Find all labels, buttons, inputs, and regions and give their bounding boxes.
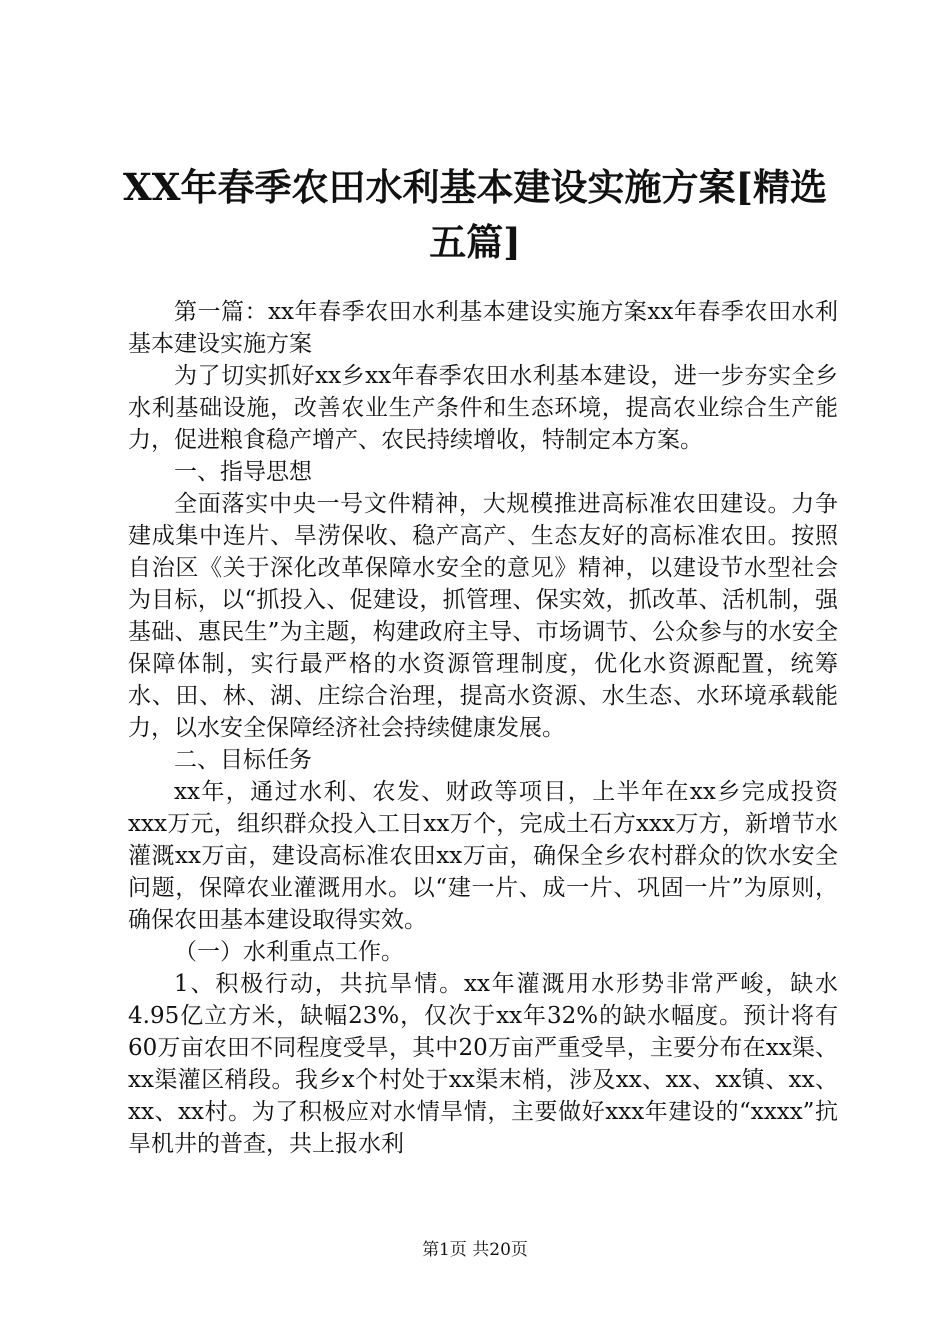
heading-guiding-thought: 一、指导思想: [174, 459, 312, 485]
heading-water-key-work: （一）水利重点工作。: [174, 939, 404, 965]
paragraph-intro: 第一篇：xx年春季农田水利基本建设实施方案xx年春季农田水利基本建设实施方案: [128, 299, 838, 357]
page-footer: 第1页 共20页: [422, 1240, 528, 1260]
paragraph-guiding-thought: 全面落实中央一号文件精神，大规模推进高标准农田建设。力争建成集中连片、旱涝保收、稳产高产、生态友好的高标准农田。按照自治区《关于深化改革保障水安全的意见》精神，以建设节水型社会为目标，以“抓投入、促建设，抓管理、保实效，抓改革、活机制，强基础、惠民生”为主题，构建政府主导、市场调节、公众参与的水安全保障体制，实行最严格的水资源管理制度，优化水资源配置，统筹水、田、林、湖、庄综合治理，提高水资源、水生态、水环境承载能力，以水安全保障经济社会持续健康发展。: [128, 491, 838, 741]
paragraph-drought: 1、积极行动，共抗旱情。xx年灌溉用水形势非常严峻，缺水4.95亿立方米，缺幅23%，仅次于xx年32%的缺水幅度。预计将有60万亩农田不同程度受旱，其中20万亩严重受旱，主要分布在xx渠、xx渠灌区稍段。我乡x个村处于xx渠末梢，涉及xx、xx、xx镇、xx、xx、xx村。为了积极应对水情旱情，主要做好xxx年建设的“xxxx”抗旱机井的普查，共上报水利: [128, 971, 838, 1157]
paragraph-purpose: 为了切实抓好xx乡xx年春季农田水利基本建设，进一步夯实全乡水利基础设施，改善农业生产条件和生态环境，提高农业综合生产能力，促进粮食稳产增产、农民持续增收，特制定本方案。: [128, 363, 838, 453]
document-title: XX年春季农田水利基本建设实施方案[精选五篇]: [123, 165, 827, 264]
document-body: [128, 296, 838, 1160]
paragraph-goals: xx年，通过水利、农发、财政等项目，上半年在xx乡完成投资xxx万元，组织群众投入工日xx万个，完成土石方xxx万方，新增节水灌溉xx万亩，建设高标准农田xx万亩，确保全乡农村群众的饮水安全问题，保障农业灌溉用水。以“建一片、成一片、巩固一片”为原则，确保农田基本建设取得实效。: [128, 779, 838, 933]
heading-goals: 二、目标任务: [174, 747, 312, 773]
